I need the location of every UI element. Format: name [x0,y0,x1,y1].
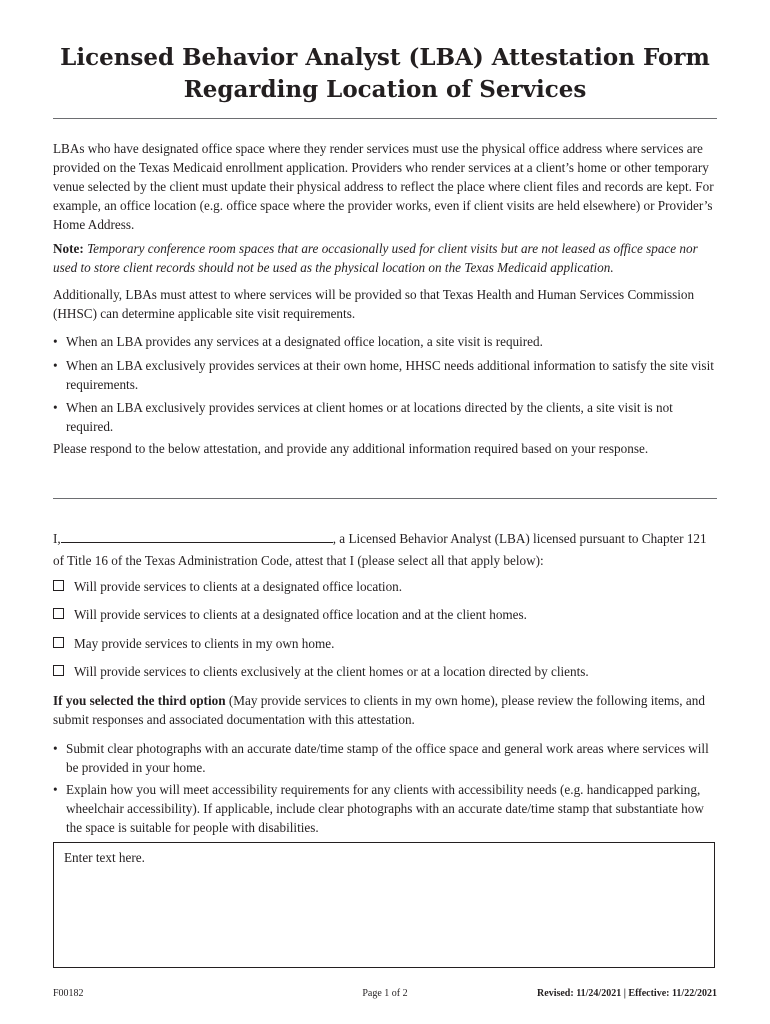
checkbox-icon[interactable] [53,637,64,648]
site-visit-bullet: • When an LBA provides any services at a designated office location, a site visit is required. [53,332,717,351]
respond-paragraph: Please respond to the below attestation, and provide any additional information required based on your response. [53,441,649,456]
attestation-statement [53,528,717,572]
site-visit-bullet-list-2 [53,356,717,394]
revision-date: Revised: 11/24/2021 | Effective: 11/22/2021 [537,988,717,999]
option-label: May provide services to clients in my own home. [74,636,335,651]
checkbox-icon[interactable] [53,665,64,676]
section-divider [53,498,717,499]
option-designated-office[interactable] [53,577,717,596]
response-text-box[interactable] [53,842,715,968]
option-label: Will provide services to clients exclusively at the client homes or at a location directed by clients. [74,664,589,679]
site-visit-bullet-list-1 [53,332,717,351]
option-client-homes-exclusively[interactable] [53,662,717,681]
site-visit-bullet-list-3 [53,398,717,436]
response-placeholder: Enter text here. [64,850,145,865]
title-line-1: Licensed Behavior Analyst (LBA) Attestation Form [60,44,710,71]
name-blank-field[interactable] [61,529,333,543]
title-line-2: Regarding Location of Services [183,76,587,103]
site-visit-bullet: • When an LBA exclusively provides services at their own home, HHSC needs additional information to satisfy the site visit requirements. [53,356,717,394]
option-own-home[interactable] [53,634,717,653]
additional-paragraph: Additionally, LBAs must attest to where services will be provided so that Texas Health and Human Services Commission (HHSC) can determine applicable site visit requirements. [53,287,695,321]
note-paragraph [53,239,717,277]
site-visit-bullet: • When an LBA exclusively provides services at client homes or at locations directed by the clients, a site visit is not required. [53,398,717,436]
note-text: Temporary conference room spaces that are occasionally used for client visits but are not leased as office space nor used to store client records should not be used as the physical location on the Texas Medicaid application. [53,241,698,275]
form-number: F00182 [53,988,84,999]
intro-paragraph: LBAs who have designated office space where they render services must use the physical office address where services are provided on the Texas Medicaid enrollment application. Providers who render services at a client’s home or other temporary venue selected by the client must update their physical address to reflect the place where client files and records are kept. For example, an office location (e.g. office space where the provider works, even if client visits are held elsewhere) or Provider’s Home Address. [53,141,714,232]
checkbox-icon[interactable] [53,580,64,591]
checkbox-icon[interactable] [53,608,64,619]
option-label: Will provide services to clients at a designated office location. [74,579,403,594]
form-title [53,42,717,106]
submit-bullet: • Submit clear photographs with an accurate date/time stamp of the office space and general work areas where services will be provided in your home. [53,739,717,777]
attestation-prefix: I, [53,531,61,546]
page-number: Page 1 of 2 [362,988,408,999]
third-option-text: (May provide services to clients in my own home), please review the following items, and submit responses and associated documentation with this attestation. [53,693,705,727]
top-divider [53,118,717,119]
note-label: Note: [53,241,84,256]
option-label: Will provide services to clients at a designated office location and at the client homes. [74,607,527,622]
option-office-and-client-homes[interactable] [53,605,717,624]
submit-bullet: • Explain how you will meet accessibility requirements for any clients with accessibility needs (e.g. handicapped parking, wheelchair accessibility). If applicable, include clear photographs with an accurate date/time stamp that substantiate how the space is suitable for people with disabilities. [53,780,717,837]
third-option-bold: If you selected the third option [53,693,226,708]
submit-bullet-list-1 [53,739,717,777]
attestation-suffix: , a Licensed Behavior Analyst (LBA) licensed pursuant to Chapter 121 of Title 16 of the Texas Administration Code, attest that I (please select all that apply below): [53,531,707,568]
third-option-instructions [53,691,717,729]
submit-bullet-list-2 [53,780,717,837]
